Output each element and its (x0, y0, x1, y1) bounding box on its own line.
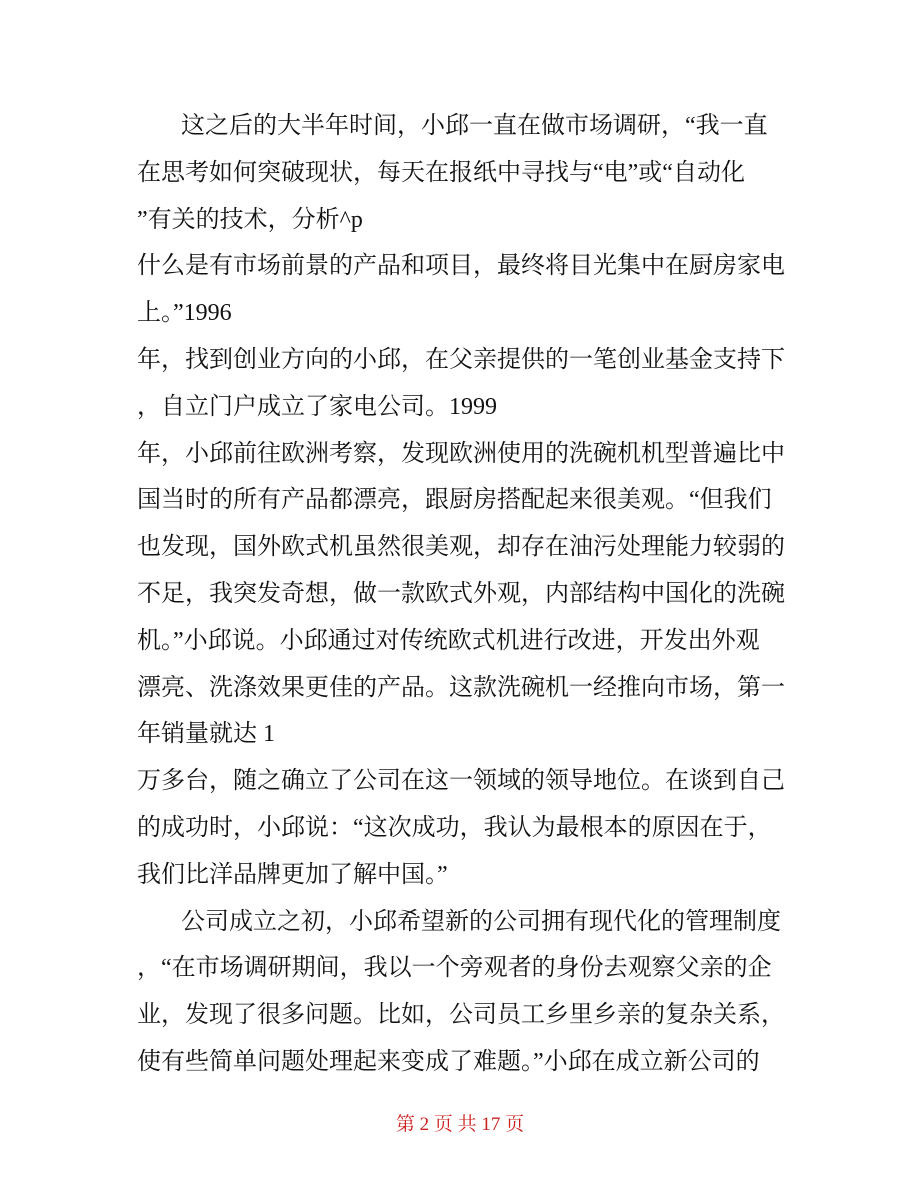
body-text (137, 103, 797, 1086)
text-line: 业，发现了很多问题。比如，公司员工乡里乡亲的复杂关系， (137, 1002, 785, 1029)
text-line: 公司成立之初，小邱希望新的公司拥有现代化的管理制度 (181, 908, 781, 935)
text-line: 也发现，国外欧式机虽然很美观，却存在油污处理能力较弱的 (137, 534, 785, 561)
page-footer: 第 2 页 共 17 页 (395, 1114, 525, 1135)
text-line: ，“在市场调研期间，我以一个旁观者的身份去观察父亲的企 (137, 955, 772, 982)
text-line: ，自立门户成立了家电公司。1999 (137, 393, 497, 420)
paragraph (137, 103, 797, 899)
text-line: 年，小邱前往欧洲考察，发现欧洲使用的洗碗机机型普遍比中 (137, 440, 785, 467)
text-line: 什么是有市场前景的产品和项目，最终将目光集中在厨房家电 (137, 253, 785, 280)
text-line: 我们比洋品牌更加了解中国。” (137, 861, 448, 888)
text-line: 的成功时，小邱说：“这次成功，我认为最根本的原因在于， (137, 814, 772, 841)
paragraph (137, 899, 797, 1086)
text-line: 国当时的所有产品都漂亮，跟厨房搭配起来很美观。“但我们 (137, 487, 772, 514)
text-line: 在思考如何突破现状，每天在报纸中寻找与“电”或“自动化 (137, 159, 745, 186)
text-line: 漂亮、洗涤效果更佳的产品。这款洗碗机一经推向市场，第一 (137, 674, 785, 701)
text-line: 使有些简单问题处理起来变成了难题。”小邱在成立新公司的 (137, 1048, 760, 1075)
text-line: 不足，我突发奇想，做一款欧式外观，内部结构中国化的洗碗 (137, 580, 785, 607)
text-line: 年销量就达 1 (137, 721, 275, 748)
text-line: 年，找到创业方向的小邱，在父亲提供的一笔创业基金支持下 (137, 346, 785, 373)
text-line: 万多台，随之确立了公司在这一领域的领导地位。在谈到自己 (137, 768, 785, 795)
text-line: 机。”小邱说。小邱通过对传统欧式机进行改进，开发出外观 (137, 627, 760, 654)
text-line: 这之后的大半年时间，小邱一直在做市场调研，“我一直 (181, 113, 768, 139)
text-line: ”有关的技术，分析^p (137, 206, 363, 233)
text-line: 上。”1996 (137, 300, 232, 327)
